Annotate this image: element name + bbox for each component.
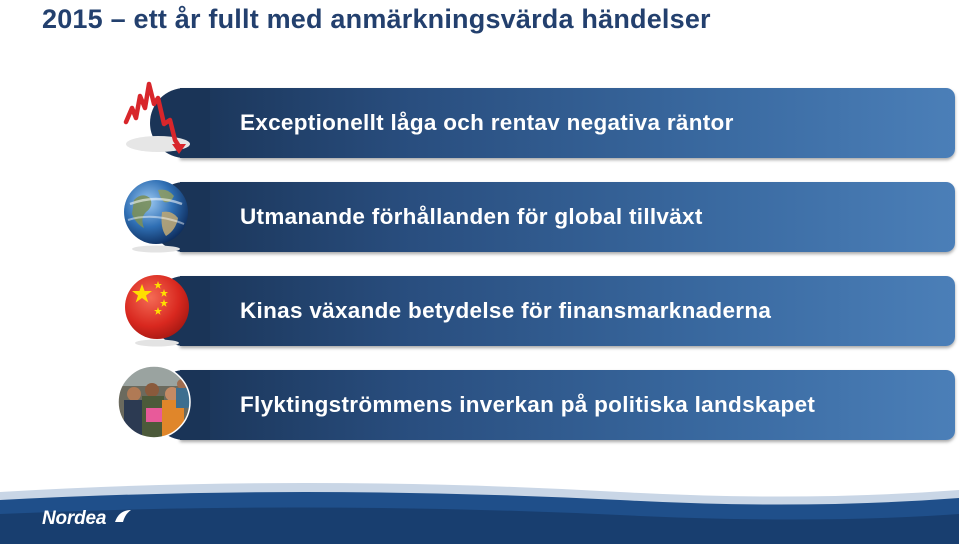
item-bar (180, 88, 955, 158)
item-bar (180, 276, 955, 346)
item-bar (180, 182, 955, 252)
footer-wave (0, 470, 959, 544)
item-label: Flyktingströmmens inverkan på politiska landskapet (240, 392, 816, 417)
item-bar (180, 370, 955, 440)
logo-text: Nordea (42, 508, 107, 529)
globe-icon (120, 178, 192, 254)
nordea-logo (42, 508, 133, 530)
falling-chart-icon (118, 78, 194, 158)
logo-sail-icon (113, 508, 133, 524)
item-label: Exceptionellt låga och rentav negativa räntor (240, 110, 734, 135)
page-title: 2015 – ett år fullt med anmärkningsvärda händelser (42, 4, 711, 34)
item-label: Utmanande förhållanden för global tillväxt (240, 204, 703, 229)
refugees-photo-icon (116, 364, 194, 444)
china-flag-icon (122, 272, 192, 348)
item-label: Kinas växande betydelse för finansmarknaderna (240, 298, 772, 323)
